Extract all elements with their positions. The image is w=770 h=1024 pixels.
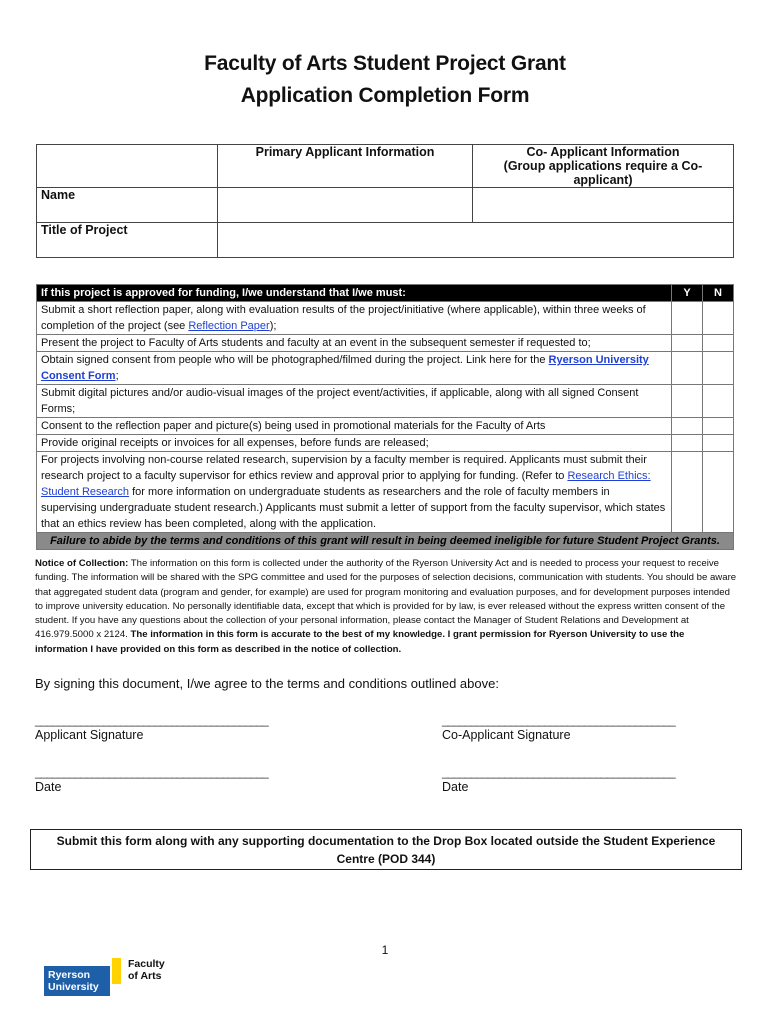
condition-row: For projects involving non-course related research, supervision by a faculty member is required. Applicants must submit their research project to a faculty supervisor for ethics review and approval prior to applying for funding. (Refer to Research Ethics: Student Research for more information on undergraduate students as researchers and the role of faculty members in supervising undergraduate student research.) Applicants must submit a letter of support from the faculty supervisor, which states that an ethics review has been completed, along with the application. (37, 452, 734, 533)
applicant-date-line[interactable]: _________________________________________ (35, 765, 268, 779)
yes-column-header: Y (672, 285, 703, 302)
condition-row: Submit digital pictures and/or audio-visual images of the project event/activities, if applicable, along with all signed Consent Forms; (37, 385, 734, 418)
condition-row: Present the project to Faculty of Arts students and faculty at an event in the subsequent semester if requested to; (37, 335, 734, 352)
applicant-info-table (36, 144, 734, 258)
primary-name-field[interactable] (218, 188, 473, 223)
applicant-date-label: Date (35, 780, 62, 794)
name-label: Name (37, 188, 218, 223)
condition-no-cell[interactable] (703, 452, 734, 533)
condition-row: Submit a short reflection paper, along with evaluation results of the project/initiative (where applicable), within three weeks of completion of the project (see Reflection Paper); (37, 302, 734, 335)
condition-no-cell[interactable] (703, 302, 734, 335)
submit-instructions-box: Submit this form along with any supporting documentation to the Drop Box located outside the Student Experience Centre (POD 344) (30, 829, 742, 870)
ryerson-logo-block: Ryerson University (44, 966, 110, 996)
condition-yes-cell[interactable] (672, 385, 703, 418)
condition-no-cell[interactable] (703, 335, 734, 352)
co-applicant-header: Co- Applicant Information (Group applications require a Co-applicant) (473, 145, 734, 188)
conditions-header: If this project is approved for funding, I/we understand that I/we must: (37, 285, 672, 302)
condition-no-cell[interactable] (703, 385, 734, 418)
notice-of-collection: Notice of Collection: The information on this form is collected under the authority of the Ryerson University Act and is needed to process your request to receive funding. The information will be shared with the SPG committee and used for the purposes of selection decisions, communication with students. You should be aware that aggregated student data (program and gender, for example) are used for program monitoring and evaluation purposes, and for development purposes intended to improve university education. No personally identifiable data, except that which is provided for by law, is ever released without the express written consent of the student. If you have any questions about the collection of your personal information, please contact the Manager of Student Relations and Development at 416.979.5000 x 2124. The information in this form is accurate to the best of my knowledge. I grant permission for Ryerson University to use the information I have provided on this form as described in the notice of collection. (35, 558, 737, 655)
condition-no-cell[interactable] (703, 418, 734, 435)
applicant-signature-line[interactable]: _________________________________________ (35, 713, 268, 727)
agreement-statement: By signing this document, I/we agree to the terms and conditions outlined above: (35, 676, 499, 691)
project-title-label: Title of Project (37, 223, 218, 258)
consent-form-link[interactable]: Ryerson University Consent Form (41, 354, 649, 382)
research-ethics-link[interactable]: Research Ethics: Student Research (41, 470, 651, 498)
condition-no-cell[interactable] (703, 435, 734, 452)
no-column-header: N (703, 285, 734, 302)
co-applicant-signature-label: Co-Applicant Signature (442, 728, 571, 742)
reflection-paper-link[interactable]: Reflection Paper (188, 320, 270, 332)
applicant-signature-label: Applicant Signature (35, 728, 144, 742)
condition-yes-cell[interactable] (672, 418, 703, 435)
condition-yes-cell[interactable] (672, 302, 703, 335)
condition-yes-cell[interactable] (672, 352, 703, 385)
page-number: 1 (381, 943, 389, 957)
form-title-line1: Faculty of Arts Student Project Grant (204, 52, 566, 75)
condition-row: Consent to the reflection paper and picture(s) being used in promotional materials for the Faculty of Arts (37, 418, 734, 435)
co-applicant-date-line[interactable]: _________________________________________ (442, 765, 675, 779)
condition-yes-cell[interactable] (672, 435, 703, 452)
condition-row: Obtain signed consent from people who will be photographed/filmed during the project. Link here for the Ryerson University Consent Form; (37, 352, 734, 385)
condition-yes-cell[interactable] (672, 335, 703, 352)
failure-note: Failure to abide by the terms and conditions of this grant will result in being deemed ineligible for future Student Project Grants. (37, 533, 734, 550)
form-title-line2: Application Completion Form (240, 84, 530, 107)
faculty-of-arts-logo (44, 958, 174, 998)
conditions-table (36, 284, 734, 550)
logo-yellow-bar (112, 958, 121, 984)
primary-applicant-header: Primary Applicant Information (218, 145, 473, 188)
condition-no-cell[interactable] (703, 352, 734, 385)
co-applicant-name-field[interactable] (473, 188, 734, 223)
condition-row: Provide original receipts or invoices for all expenses, before funds are released; (37, 435, 734, 452)
co-applicant-signature-line[interactable]: _________________________________________ (442, 713, 675, 727)
project-title-field[interactable] (218, 223, 734, 258)
faculty-logo-text: Faculty of Arts (128, 958, 165, 982)
condition-yes-cell[interactable] (672, 452, 703, 533)
co-applicant-date-label: Date (442, 780, 469, 794)
